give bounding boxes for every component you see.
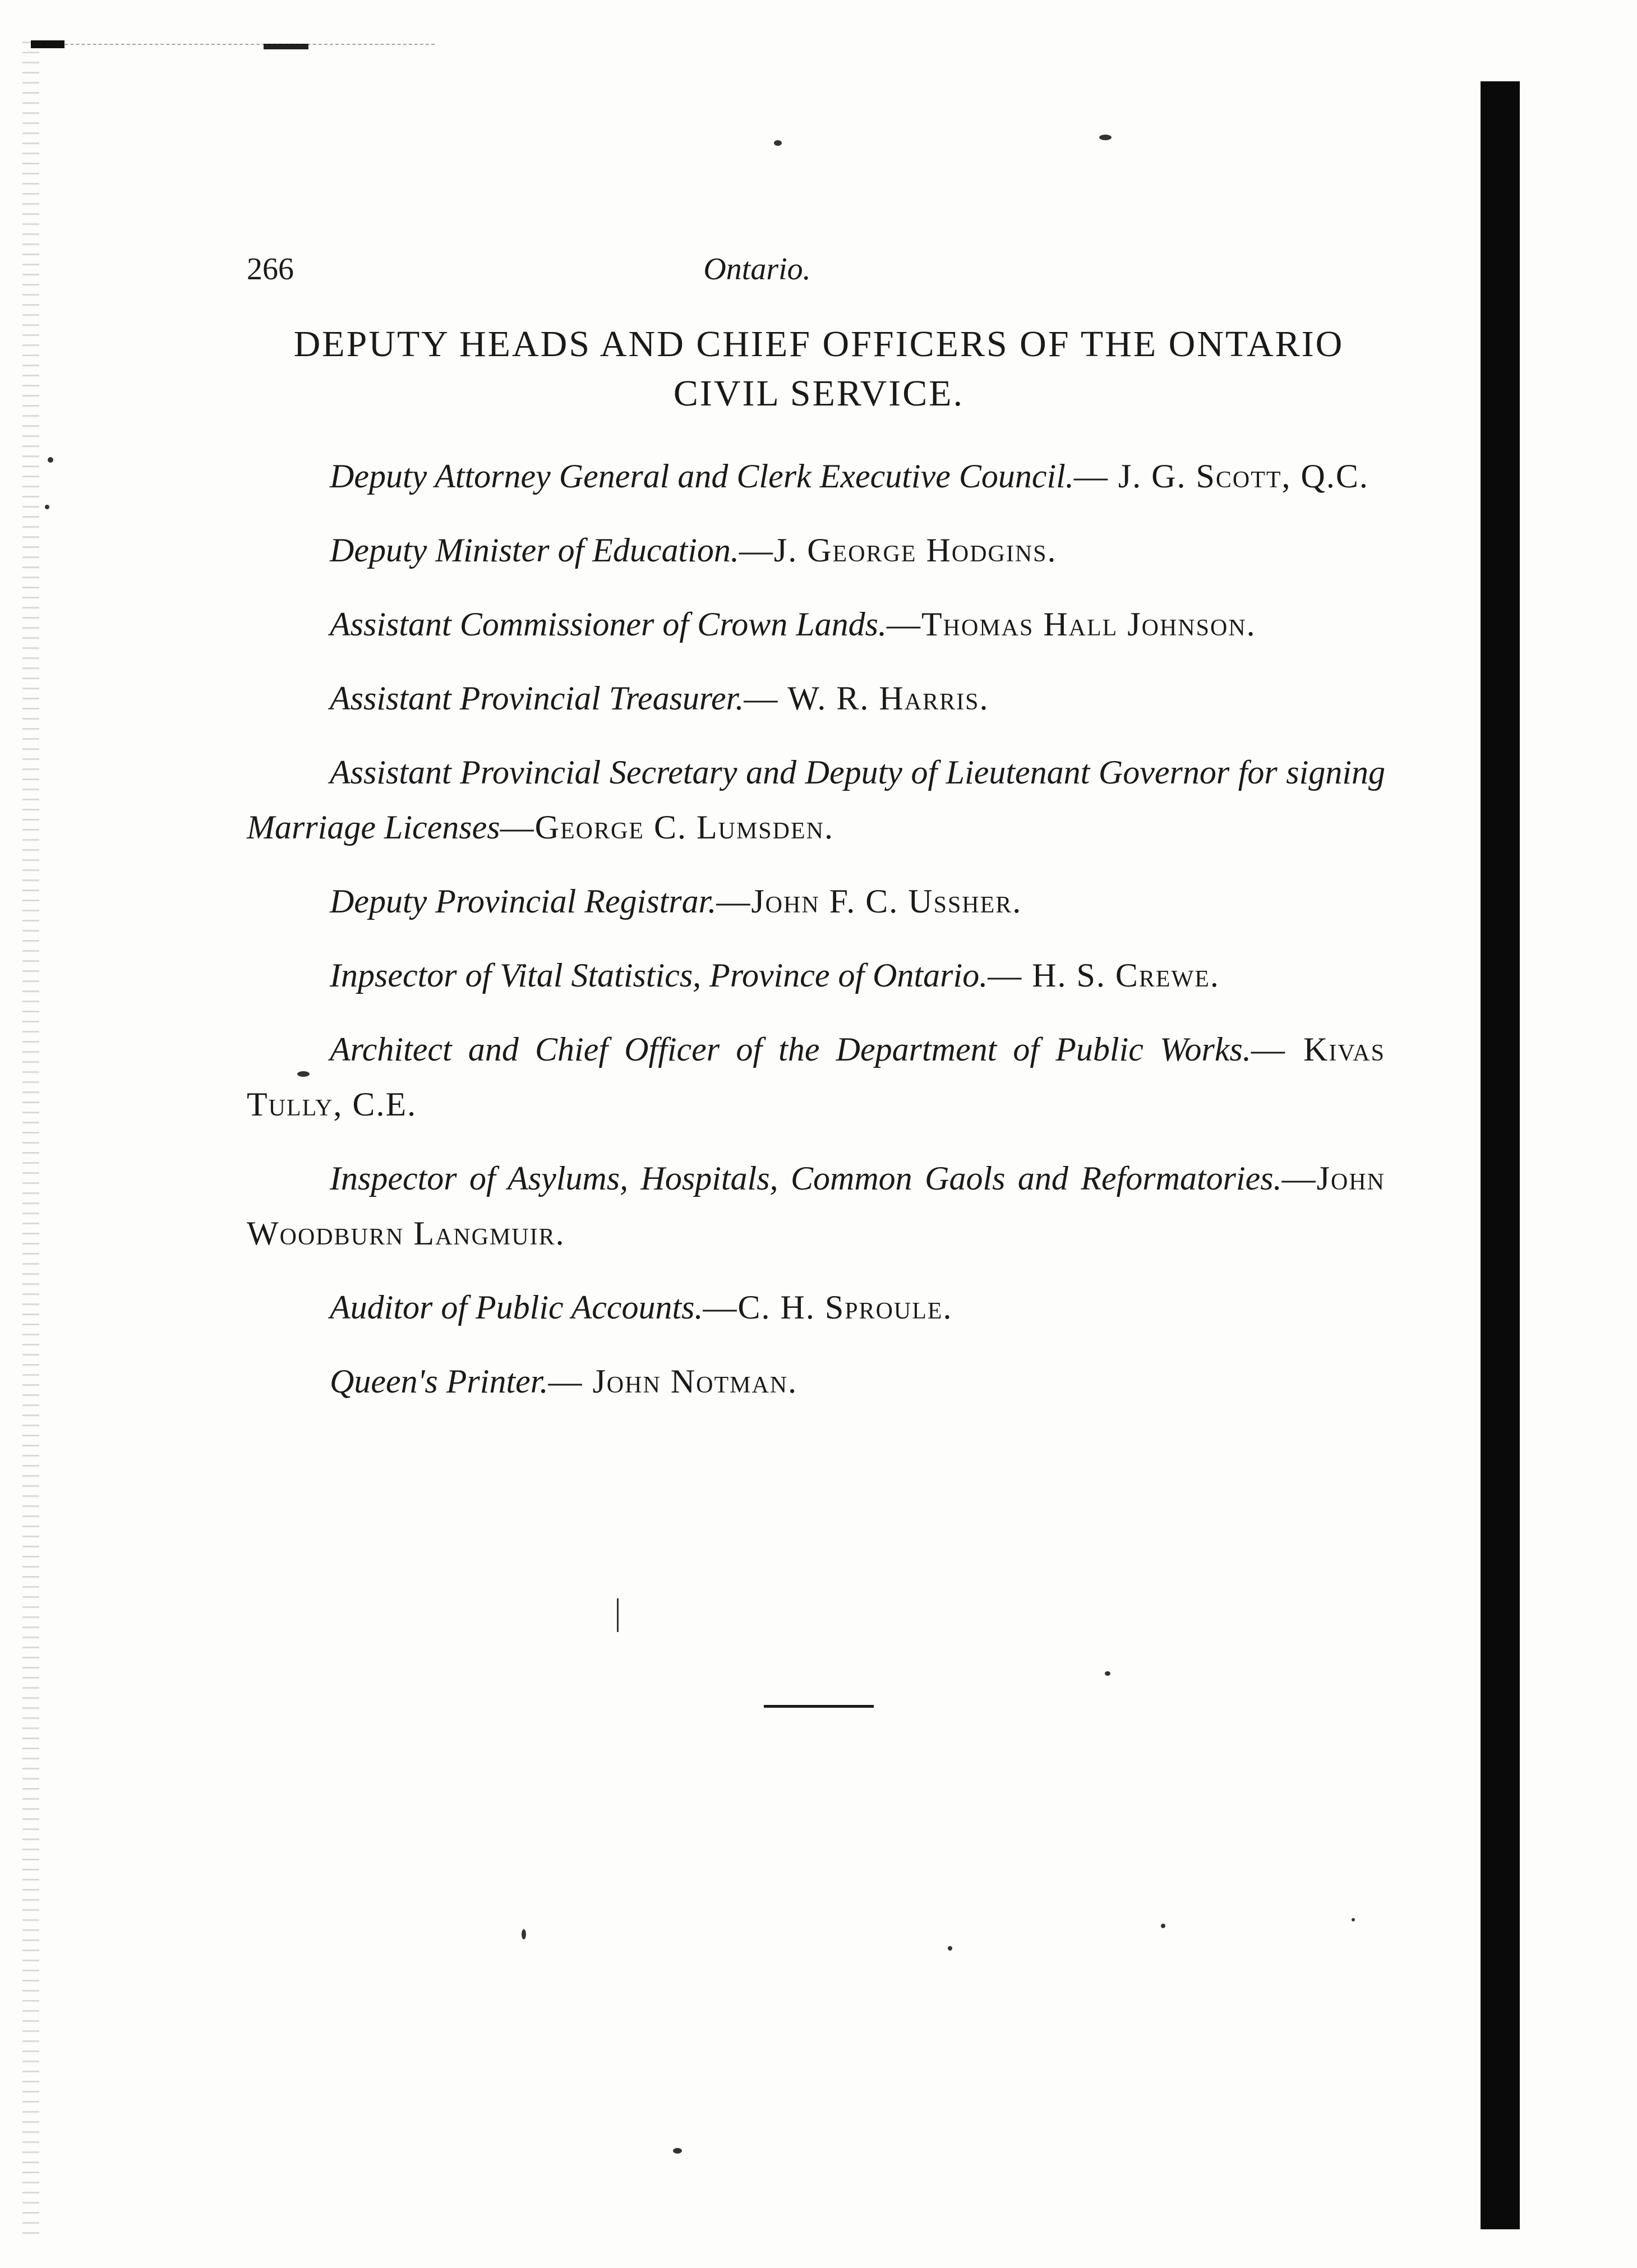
scan-speck bbox=[1352, 1918, 1355, 1921]
officer-name: — W. R. Harris. bbox=[744, 680, 989, 717]
officer-name: —John Woodburn Langmuir. bbox=[247, 1160, 1385, 1252]
scan-speck bbox=[673, 2148, 682, 2154]
title-line-1: DEPUTY HEADS AND CHIEF OFFICERS OF THE ONTARIO bbox=[293, 324, 1344, 365]
office-title: Deputy Minister of Education. bbox=[330, 532, 739, 569]
office-title: Deputy Attorney General and Clerk Executive Council. bbox=[330, 458, 1074, 495]
list-item bbox=[247, 523, 1385, 578]
list-item bbox=[247, 1022, 1385, 1132]
scan-speck bbox=[45, 505, 49, 509]
page-left-edge-speckle bbox=[22, 34, 39, 2238]
office-title: Assistant Provincial Secretary and Deputy of Lieutenant Governor for signing Marriage Licenses bbox=[247, 754, 1385, 846]
office-title: Auditor of Public Accounts. bbox=[330, 1289, 703, 1326]
scan-top-rule bbox=[31, 44, 435, 46]
officer-list bbox=[247, 449, 1385, 1428]
scan-speck bbox=[1099, 135, 1112, 140]
list-item bbox=[247, 1354, 1385, 1409]
officer-name: —George C. Lumsden. bbox=[500, 809, 834, 846]
office-title: Assistant Provincial Treasurer. bbox=[330, 680, 744, 717]
page-number: 266 bbox=[247, 252, 294, 287]
list-item bbox=[247, 597, 1385, 652]
officer-name: — Kivas Tully, C.E. bbox=[247, 1031, 1385, 1123]
office-title: Inspector of Asylums, Hospitals, Common Gaols and Reformatories. bbox=[330, 1160, 1282, 1197]
office-title: Assistant Commissioner of Crown Lands. bbox=[330, 606, 887, 643]
list-item bbox=[247, 449, 1385, 504]
section-end-rule bbox=[764, 1705, 874, 1708]
scan-speck bbox=[522, 1929, 526, 1939]
officer-name: —John F. C. Ussher. bbox=[716, 883, 1022, 920]
office-title: Inpsector of Vital Statistics, Province of Ontario. bbox=[330, 957, 988, 994]
officer-name: — John Notman. bbox=[548, 1363, 798, 1400]
title-line-2: CIVIL SERVICE. bbox=[673, 373, 965, 414]
list-item bbox=[247, 671, 1385, 726]
binding-shadow bbox=[1481, 81, 1520, 2229]
running-title: Ontario. bbox=[703, 252, 811, 287]
office-title: Deputy Provincial Registrar. bbox=[330, 883, 717, 920]
officer-name: —C. H. Sproule. bbox=[703, 1289, 953, 1326]
officer-name: —J. George Hodgins. bbox=[739, 532, 1057, 569]
list-item bbox=[247, 1280, 1385, 1335]
scan-speck bbox=[48, 457, 53, 463]
officer-name: — H. S. Crewe. bbox=[988, 957, 1220, 994]
officer-name: —Thomas Hall Johnson. bbox=[886, 606, 1256, 643]
scan-speck bbox=[297, 1071, 310, 1077]
office-title: Queen's Printer. bbox=[330, 1363, 548, 1400]
list-item bbox=[247, 745, 1385, 855]
list-item bbox=[247, 1151, 1385, 1261]
scan-speck bbox=[948, 1946, 952, 1951]
scan-speck bbox=[1105, 1671, 1110, 1676]
list-item bbox=[247, 874, 1385, 929]
office-title: Architect and Chief Officer of the Department of Public Works. bbox=[330, 1031, 1251, 1068]
scan-speck bbox=[774, 140, 782, 146]
page-title bbox=[213, 320, 1424, 418]
list-item bbox=[247, 948, 1385, 1003]
scan-speck bbox=[1161, 1924, 1165, 1928]
running-head bbox=[247, 251, 1396, 291]
officer-name: — J. G. Scott, Q.C. bbox=[1073, 458, 1369, 495]
scan-speck bbox=[617, 1598, 619, 1632]
